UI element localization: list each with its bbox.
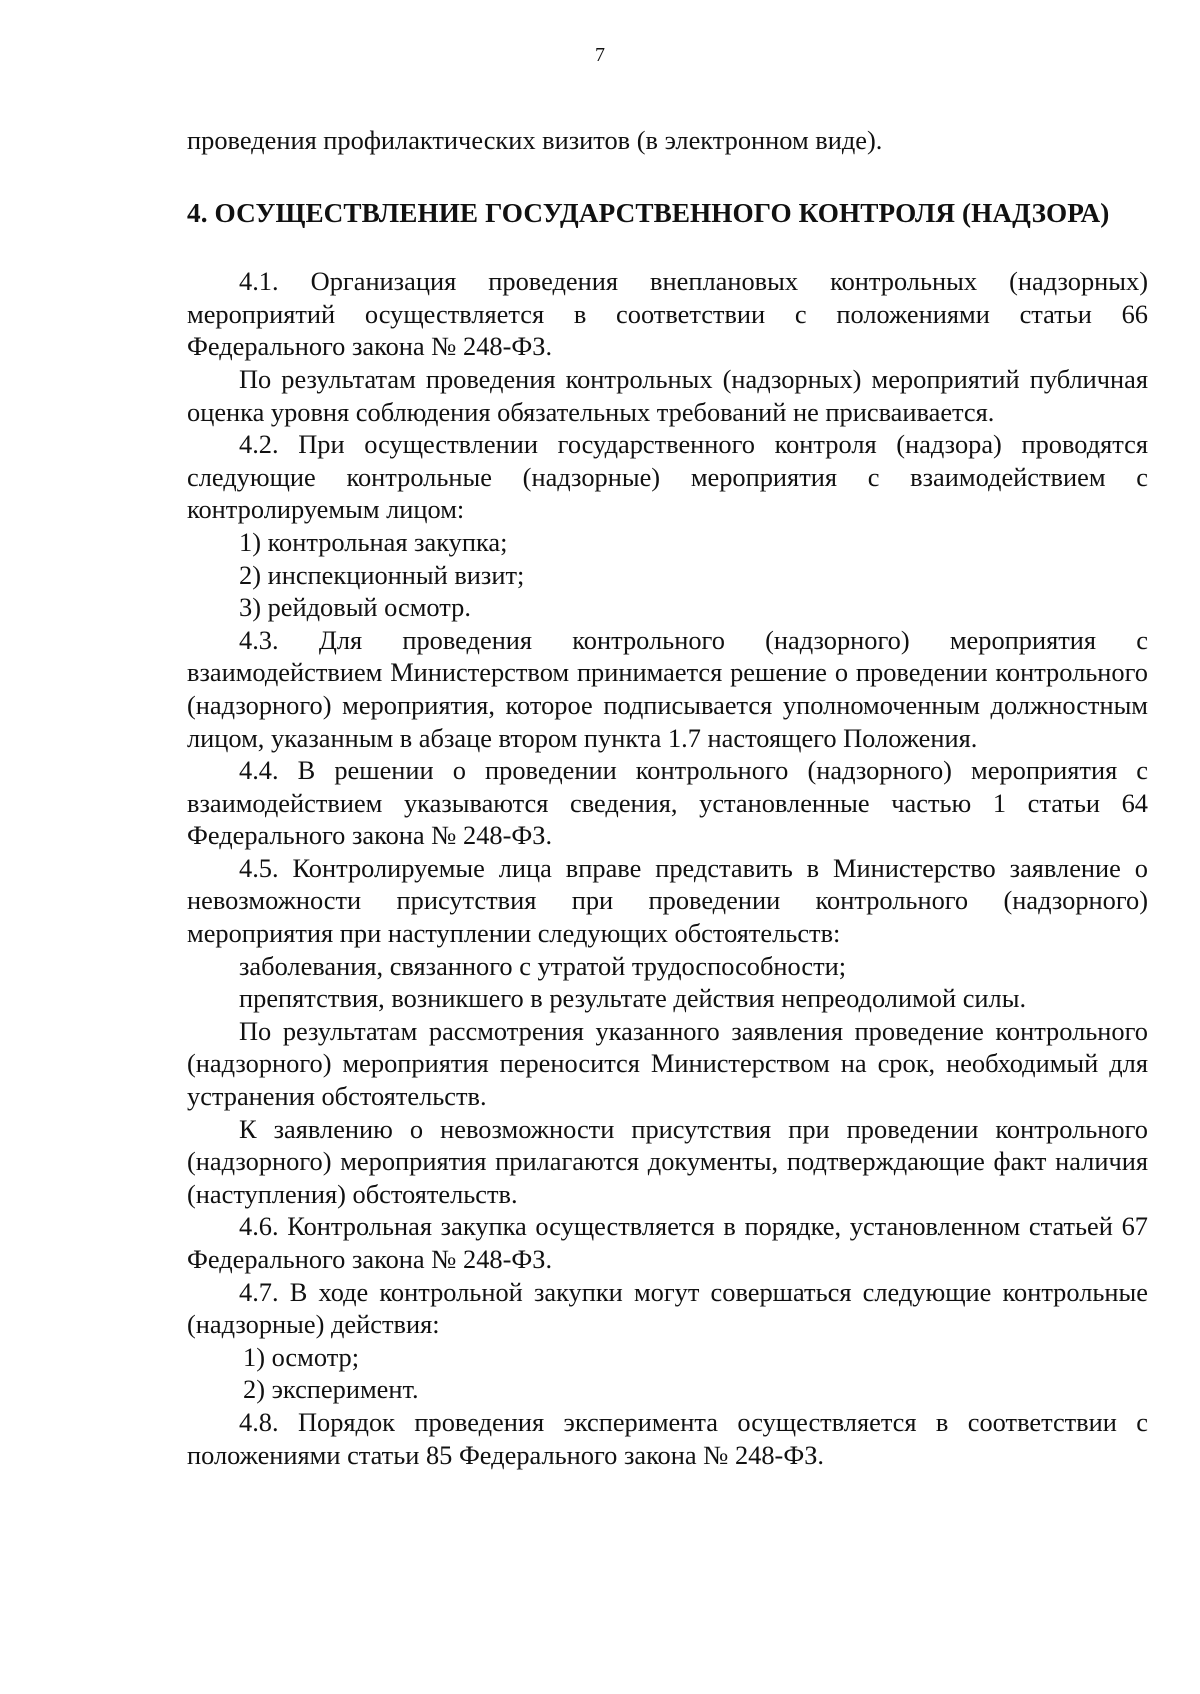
paragraph-4-3: 4.3. Для проведения контрольного (надзорного) мероприятия с взаимодействием Министерством принимается решение о проведении контрольного (надзорного) мероприятия, которое подписывается уполномоченным должностным лицом, указанным в абзаце втором пункта 1.7 настоящего Положения. <box>187 624 1148 753</box>
section-heading: 4. ОСУЩЕСТВЛЕНИЕ ГОСУДАРСТВЕННОГО КОНТРОЛЯ (НАДЗОРА) <box>187 197 1110 228</box>
list-item-experiment: 2) эксперимент. <box>243 1374 419 1405</box>
paragraph-4-7: 4.7. В ходе контрольной закупки могут совершаться следующие контрольные (надзорные) действия: <box>187 1276 1148 1340</box>
paragraph-supporting-documents: К заявлению о невозможности присутствия при проведении контрольного (надзорного) мероприятия прилагаются документы, подтверждающие факт наличия (наступления) обстоятельств. <box>187 1113 1148 1209</box>
paragraph-postponement: По результатам рассмотрения указанного заявления проведение контрольного (надзорного) мероприятия переносится Министерством на срок, необходимый для устранения обстоятельств. <box>187 1015 1148 1112</box>
paragraph-4-5: 4.5. Контролируемые лица вправе представить в Министерство заявление о невозможности присутствия при проведении контрольного (надзорного) мероприятия при наступлении следующих обстоятельств: <box>187 852 1148 949</box>
list-item-illness: заболевания, связанного с утратой трудоспособности; <box>239 950 847 981</box>
paragraph-4-8: 4.8. Порядок проведения эксперимента осуществляется в соответствии с положениями статьи 85 Федерального закона № 248-ФЗ. <box>187 1406 1148 1470</box>
paragraph-4-2: 4.2. При осуществлении государственного контроля (надзора) проводятся следующие контрольные (надзорные) мероприятия с взаимодействием с контролируемым лицом: <box>187 429 1148 525</box>
paragraph-4-4: 4.4. В решении о проведении контрольного (надзорного) мероприятия с взаимодействием указываются сведения, установленные частью 1 статьи 64 Федерального закона № 248-ФЗ. <box>187 755 1148 851</box>
paragraph-4-6: 4.6. Контрольная закупка осуществляется в порядке, установленном статьей 67 Федерального закона № 248-ФЗ. <box>187 1211 1148 1274</box>
list-item-force-majeure: препятствия, возникшего в результате действия непреодолимой силы. <box>239 983 1027 1014</box>
paragraph-4-1: 4.1. Организация проведения внеплановых контрольных (надзорных) мероприятий осуществляется в соответствии с положениями статьи 66 Федерального закона № 248-ФЗ. <box>187 266 1148 362</box>
document-body <box>187 124 1148 1471</box>
intro-line: проведения профилактических визитов (в электронном виде). <box>187 125 883 155</box>
list-item-inspection-visit: 2) инспекционный визит; <box>239 559 525 590</box>
list-item-raid-inspection: 3) рейдовый осмотр. <box>239 592 471 623</box>
page-number: 7 <box>595 44 605 66</box>
list-item-inspection: 1) осмотр; <box>243 1341 360 1372</box>
list-item-control-purchase: 1) контрольная закупка; <box>239 526 508 557</box>
paragraph-public-assessment: По результатам проведения контрольных (надзорных) мероприятий публичная оценка уровня соблюдения обязательных требований не присваивается. <box>187 363 1148 427</box>
